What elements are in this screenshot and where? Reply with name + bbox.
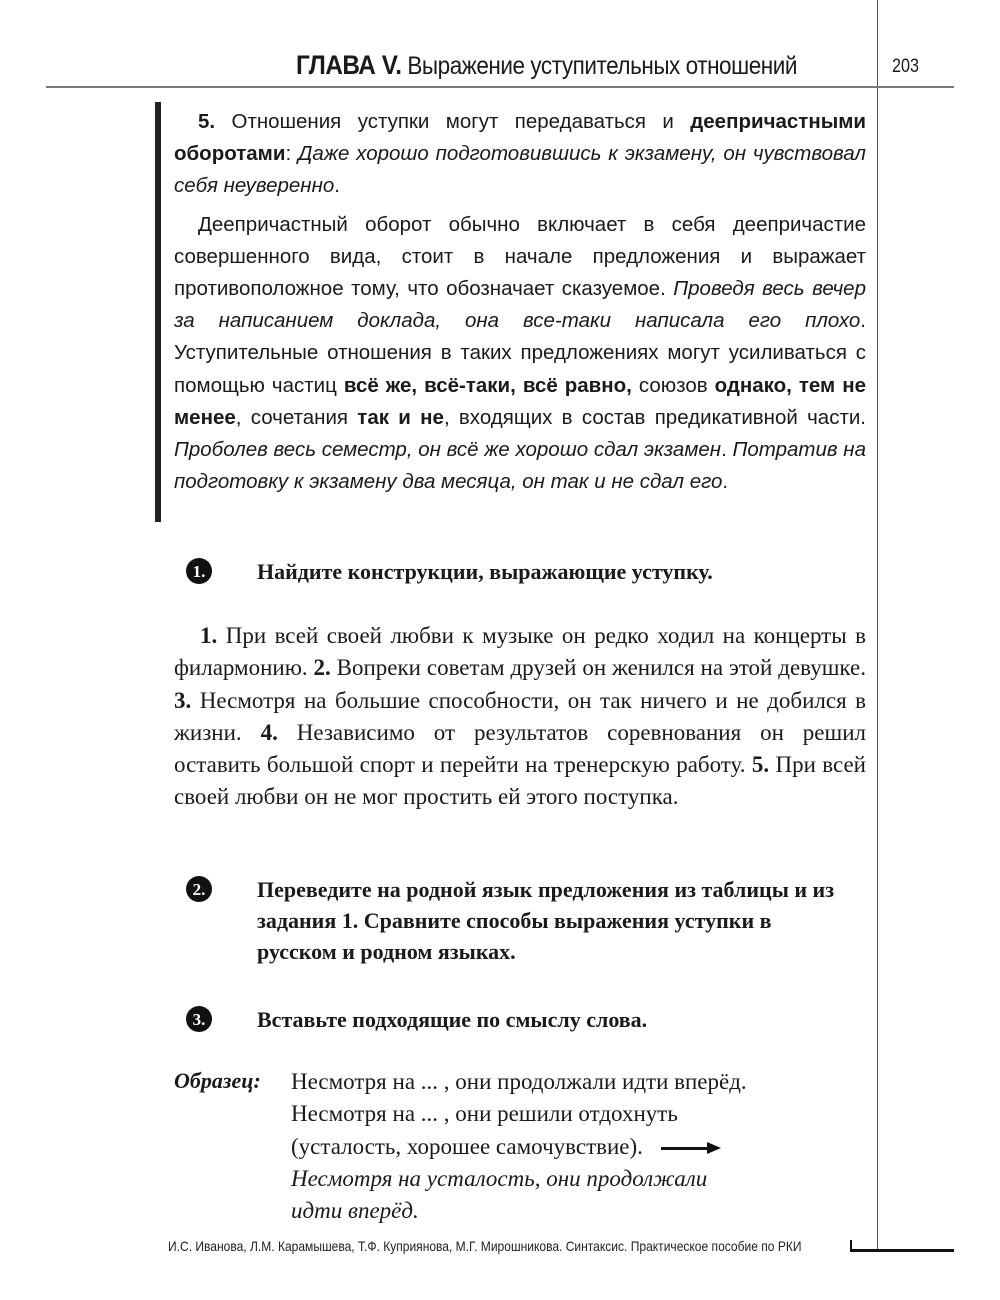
- text: Отношения уступки могут передаваться и: [215, 110, 691, 133]
- sample-answer: [291, 1163, 851, 1195]
- example: Проведя весь вечер за написанием доклада, она все-таки написала его плохо: [174, 277, 866, 333]
- sample-answer-line: идти вперёд.: [291, 1198, 419, 1224]
- sample-block: [291, 1066, 851, 1227]
- term: деепричастными оборотами: [174, 110, 866, 166]
- term: всё же, всё-таки, всё равно,: [343, 373, 632, 397]
- chapter-title: Выражение уступительных отношений: [407, 52, 798, 80]
- exercise-paragraph: [174, 620, 866, 814]
- item-text: При всей своей любви он не мог простить ей этого поступка.: [174, 752, 866, 810]
- theory-block: [174, 106, 866, 498]
- sample-answer: [291, 1195, 851, 1227]
- sample-answer-line: Несмотря на усталость, они продолжали: [291, 1165, 708, 1191]
- example: Даже хорошо подготовившись к экзамену, он чувствовал себя неуверенно: [174, 142, 866, 198]
- text: .: [722, 470, 729, 494]
- page-number: 203: [892, 56, 919, 77]
- task-number-badge: 1.: [186, 558, 212, 584]
- task-number-badge: 3.: [186, 1006, 212, 1032]
- task-instruction: Найдите конструкции, выражающие уступку.: [257, 559, 713, 584]
- sample-line: Несмотря на ... , они продолжали идти вперёд.: [291, 1069, 747, 1094]
- item-number: 4.: [260, 719, 278, 745]
- text: Деепричастный оборот обычно включает в себя деепричастие совершенного вида, стоит в начале предложения и выражает противоположное тому, что обозначает сказуемое.: [174, 212, 866, 301]
- example: Потратив на подготовку к экзамену два месяца, он так и не сдал его: [174, 438, 866, 494]
- header-rule: [46, 86, 954, 88]
- sample-options: (усталость, хорошее самочувствие).: [291, 1133, 643, 1159]
- footer-citation: И.С. Иванова, Л.М. Карамышева, Т.Ф. Куприянова, М.Г. Мирошникова. Синтаксис. Практическое пособие по РКИ: [168, 1238, 802, 1254]
- theory-sidebar-bar: [155, 102, 161, 522]
- text: , сочетания: [235, 405, 358, 429]
- item-number: 1.: [200, 623, 218, 648]
- footer-rule: [850, 1249, 954, 1252]
- chapter-label: ГЛАВА V.: [296, 50, 402, 80]
- task-instruction: Переведите на родной язык предложения из таблицы и из задания 1. Сравните способы выражения уступки в русском и родном языках.: [257, 877, 835, 964]
- item-text: Несмотря на большие способности, он так ничего и не добился в жизни.: [174, 687, 866, 745]
- text: . Уступительные отношения в таких предложениях могут усиливаться с помощью частиц: [174, 309, 866, 397]
- item-number: 5.: [751, 752, 770, 778]
- text: .: [334, 174, 340, 198]
- task-number-badge: 2.: [186, 876, 212, 902]
- point-number: 5.: [198, 110, 216, 133]
- item-text: Вопреки советам друзей он женился на этой девушке.: [330, 655, 866, 681]
- margin-vertical-rule: [877, 0, 878, 1250]
- term: однако, тем не менее: [174, 373, 867, 429]
- theory-paragraph-1: [174, 106, 866, 203]
- term: так и не: [357, 405, 444, 429]
- item-number: 2.: [313, 655, 331, 681]
- sample-label: Образец:: [174, 1068, 261, 1093]
- item-number: 3.: [174, 687, 192, 713]
- right-arrow-icon: [661, 1142, 721, 1154]
- example: Проболев весь семестр, он всё же хорошо сдал экзамен: [174, 438, 722, 462]
- sample-line: [291, 1131, 851, 1163]
- text: , входящих в состав предикативной части.: [443, 405, 866, 429]
- task-instruction: Вставьте подходящие по смыслу слова.: [257, 1007, 648, 1032]
- text: союзов: [631, 373, 715, 397]
- item-text: При всей своей любви к музыке он редко ходил на концерты в филармонию.: [174, 623, 866, 681]
- theory-paragraph-2: [174, 209, 866, 499]
- sample-line: Несмотря на ... , они решили отдохнуть: [291, 1101, 678, 1127]
- text: :: [285, 142, 298, 166]
- running-header: [296, 50, 797, 81]
- text: .: [721, 438, 733, 462]
- item-text: Независимо от результатов соревнования он решил оставить большой спорт и перейти на тренерскую работу.: [174, 719, 866, 778]
- exercise-1-text: [174, 620, 866, 814]
